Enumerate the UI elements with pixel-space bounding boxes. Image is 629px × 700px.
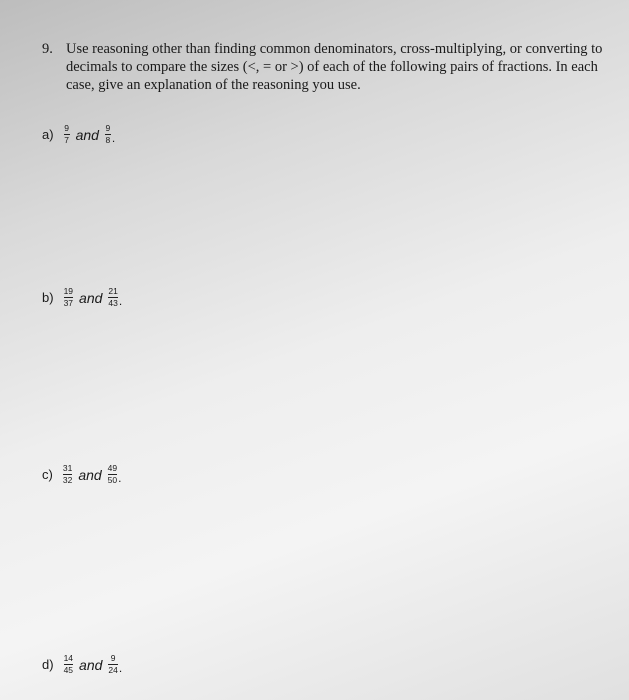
and-word: and — [78, 466, 102, 483]
fraction-left — [64, 124, 70, 145]
part-c — [42, 464, 121, 485]
fraction-left — [64, 654, 73, 675]
period: . — [118, 471, 122, 485]
denominator: 7 — [64, 135, 69, 145]
fraction-left — [64, 287, 73, 308]
part-d — [42, 654, 122, 675]
fraction-right — [108, 654, 117, 675]
numerator: 31 — [62, 463, 73, 473]
denominator: 8 — [105, 135, 111, 145]
numerator: 49 — [107, 463, 118, 473]
denominator: 43 — [108, 298, 118, 308]
fraction-right — [105, 124, 111, 145]
part-label: b) — [42, 290, 54, 305]
numerator: 9 — [110, 653, 116, 663]
fraction-right — [108, 464, 117, 485]
numerator: 19 — [63, 286, 74, 296]
and-word: and — [75, 126, 99, 143]
part-b — [42, 287, 122, 308]
denominator: 24 — [108, 665, 118, 675]
denominator: 32 — [62, 475, 73, 485]
denominator: 50 — [107, 475, 118, 485]
numerator: 21 — [108, 286, 118, 296]
part-label: c) — [42, 467, 53, 482]
question-block — [42, 40, 617, 94]
period: . — [111, 131, 116, 145]
period: . — [118, 661, 123, 675]
part-a — [42, 124, 115, 145]
fraction-right — [108, 287, 117, 308]
part-label: a) — [42, 127, 54, 142]
and-word: and — [79, 289, 103, 306]
part-label: d) — [42, 657, 54, 672]
denominator: 37 — [63, 298, 74, 308]
numerator: 14 — [63, 653, 74, 663]
question-number: 9. — [42, 41, 53, 57]
fraction-left — [63, 464, 72, 485]
numerator: 9 — [105, 123, 111, 133]
and-word: and — [79, 656, 103, 673]
question-text: Use reasoning other than finding common denominators, cross-multiplying, or converting to decimals to compare the sizes (<, = or >) of each of the following pairs of fractions. In each case, give an explanation of the reasoning you use. — [66, 41, 603, 93]
period: . — [118, 294, 123, 308]
numerator: 9 — [64, 123, 69, 133]
denominator: 45 — [63, 665, 74, 675]
